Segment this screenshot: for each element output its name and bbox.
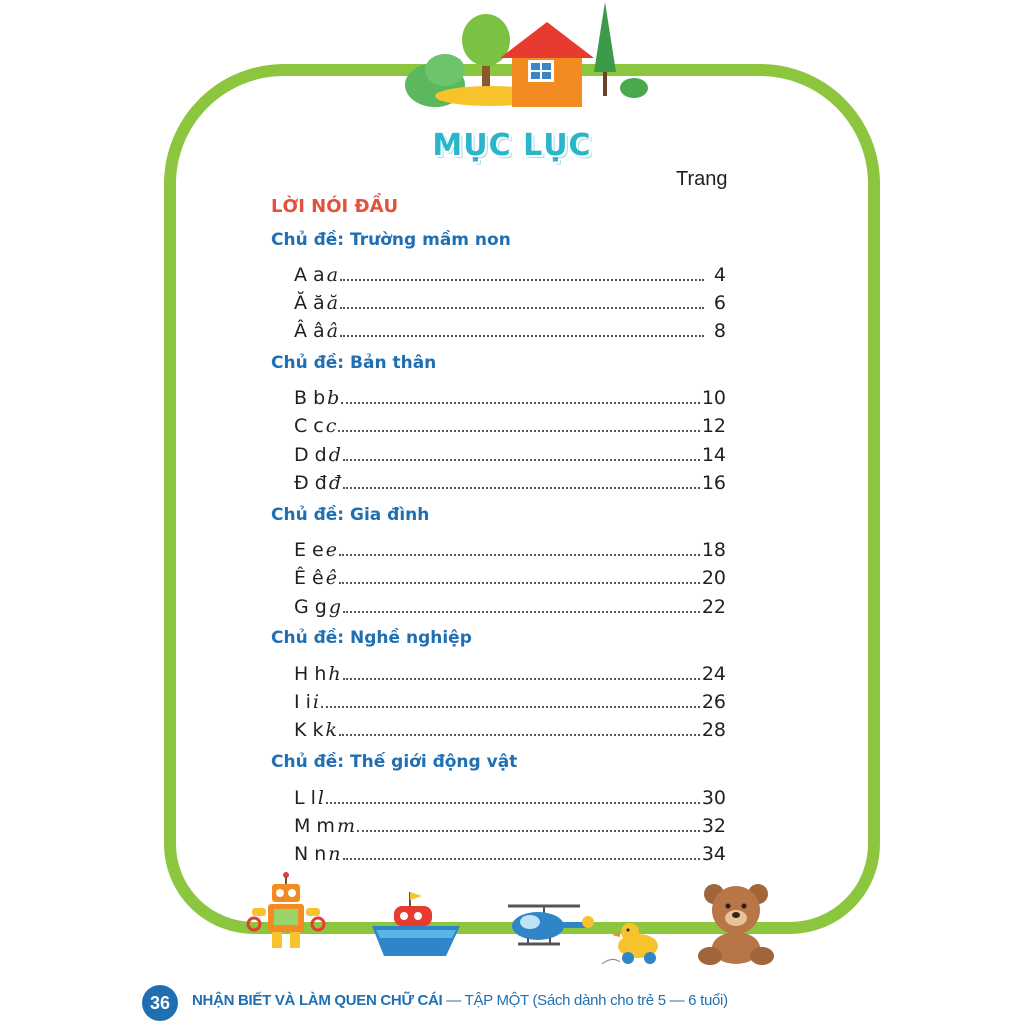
dot-leader xyxy=(338,430,699,432)
entry-page: 18 xyxy=(701,539,726,561)
entry-script: b xyxy=(327,387,340,409)
entry-page: 8 xyxy=(713,320,726,342)
toc-entry xyxy=(294,811,726,837)
entry-letters: I i xyxy=(294,691,311,713)
teddy-bear-icon xyxy=(692,880,780,966)
dot-leader xyxy=(341,402,700,404)
toc-entry xyxy=(294,563,726,589)
dot-leader xyxy=(339,582,700,584)
entry-script: h xyxy=(328,663,341,685)
house-scene xyxy=(400,0,660,115)
topic-heading: Chủ đề: Gia đình xyxy=(271,505,430,525)
entry-script: e xyxy=(325,539,337,561)
entry-page: 28 xyxy=(701,719,726,741)
entry-script: đ xyxy=(328,472,341,494)
entry-letters: Ê ê xyxy=(294,567,324,589)
entry-page: 10 xyxy=(701,387,726,409)
dot-leader xyxy=(357,830,700,832)
book-title: NHẬN BIẾT VÀ LÀM QUEN CHỮ CÁI xyxy=(192,992,443,1009)
dot-leader xyxy=(343,487,700,489)
entry-letters: Đ đ xyxy=(294,472,327,494)
page-title: MỤC LỤC xyxy=(432,128,592,163)
entry-letters: L l xyxy=(294,787,316,809)
entry-letters: M m xyxy=(294,815,335,837)
entry-letters: N n xyxy=(294,843,327,865)
entry-letters: C c xyxy=(294,415,324,437)
dot-leader xyxy=(326,802,700,804)
toc-entry xyxy=(294,383,726,409)
entry-page: 16 xyxy=(701,472,726,494)
entry-script: l xyxy=(317,787,324,809)
page-column-label: Trang xyxy=(676,168,728,190)
toc-entry xyxy=(294,316,726,342)
entry-letters: H h xyxy=(294,663,327,685)
entry-page: 22 xyxy=(701,596,726,618)
duck-toy-icon xyxy=(600,918,670,968)
topic-heading: Chủ đề: Nghề nghiệp xyxy=(271,628,472,648)
entry-script: c xyxy=(325,415,337,437)
dot-leader xyxy=(340,279,704,281)
toc-entry xyxy=(294,260,726,286)
entry-letters: Â â xyxy=(294,320,325,342)
toc-entry xyxy=(294,687,726,713)
entry-script: m xyxy=(336,815,355,837)
tree-icon xyxy=(462,14,510,90)
robot-icon xyxy=(246,872,326,952)
footer-book-title xyxy=(192,992,728,1009)
dot-leader xyxy=(340,335,704,337)
entry-script: k xyxy=(325,719,338,741)
toc-entry xyxy=(294,592,726,618)
toc-entry xyxy=(294,659,726,685)
entry-page: 32 xyxy=(701,815,726,837)
topic-heading: Chủ đề: Trường mầm non xyxy=(271,230,511,250)
dot-leader xyxy=(343,858,700,860)
entry-letters: G g xyxy=(294,596,327,618)
entry-script: ă xyxy=(326,292,339,314)
toc-entry xyxy=(294,783,726,809)
toc-entry xyxy=(294,535,726,561)
entry-letters: K k xyxy=(294,719,324,741)
entry-letters: E e xyxy=(294,539,324,561)
entry-page: 14 xyxy=(701,444,726,466)
entry-page: 12 xyxy=(701,415,726,437)
helicopter-icon xyxy=(504,900,594,950)
toc-entry xyxy=(294,440,726,466)
dot-leader xyxy=(343,459,700,461)
topic-heading: Chủ đề: Bản thân xyxy=(271,353,437,373)
dot-leader xyxy=(339,554,700,556)
entry-page: 34 xyxy=(701,843,726,865)
house-icon xyxy=(500,22,594,107)
entry-letters: D d xyxy=(294,444,327,466)
entry-script: g xyxy=(328,596,341,618)
topic-heading: Chủ đề: Thế giới động vật xyxy=(271,752,518,772)
dot-leader xyxy=(343,678,700,680)
dot-leader xyxy=(321,706,700,708)
toc-entry xyxy=(294,715,726,741)
toc-entry xyxy=(294,468,726,494)
page-number-badge: 36 xyxy=(142,985,178,1021)
toc-entry xyxy=(294,288,726,314)
toc-entry xyxy=(294,411,726,437)
intro-heading: LỜI NÓI ĐẦU xyxy=(271,196,399,217)
toc-entry xyxy=(294,839,726,865)
book-audience: (Sách dành cho trẻ 5 — 6 tuổi) xyxy=(532,992,728,1009)
entry-page: 26 xyxy=(701,691,726,713)
entry-script: n xyxy=(328,843,341,865)
dot-leader xyxy=(340,307,704,309)
entry-letters: Ă ă xyxy=(294,292,325,314)
entry-page: 20 xyxy=(701,567,726,589)
pine-tree-icon xyxy=(594,2,616,96)
entry-letters: B b xyxy=(294,387,326,409)
dot-leader xyxy=(339,734,700,736)
entry-script: ê xyxy=(325,567,337,589)
entry-script: d xyxy=(328,444,341,466)
entry-script: â xyxy=(326,320,339,342)
book-volume: — TẬP MỘT xyxy=(442,992,533,1009)
entry-page: 30 xyxy=(701,787,726,809)
boat-icon xyxy=(366,890,466,962)
entry-script: a xyxy=(326,264,339,286)
entry-letters: A a xyxy=(294,264,325,286)
entry-page: 24 xyxy=(701,663,726,685)
entry-page: 6 xyxy=(713,292,726,314)
entry-script: i xyxy=(312,691,319,713)
entry-page: 4 xyxy=(713,264,726,286)
dot-leader xyxy=(343,611,700,613)
